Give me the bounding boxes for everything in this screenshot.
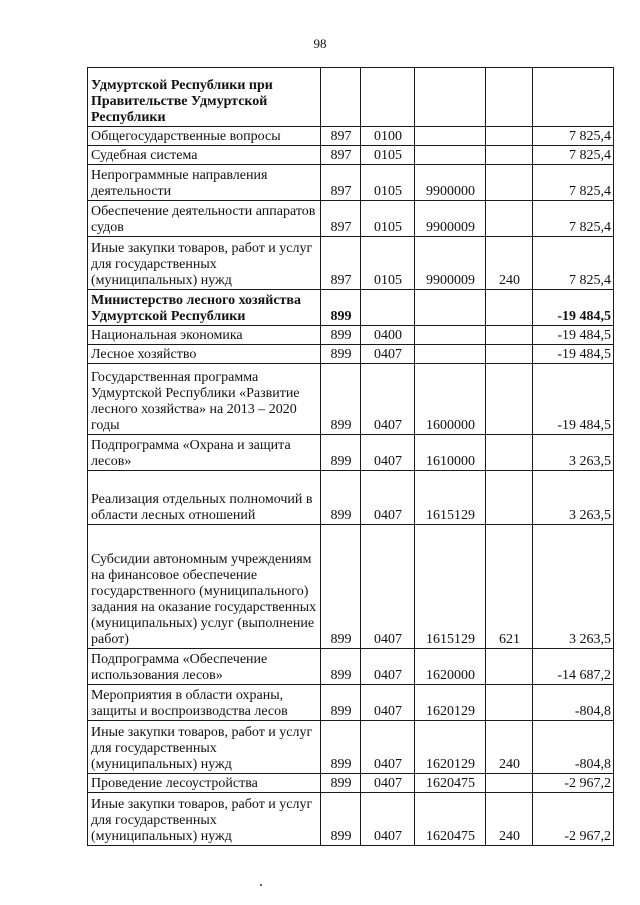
table-row [88, 471, 614, 525]
row-sum: 3 263,5 [533, 525, 614, 649]
table-row [88, 237, 614, 290]
row-name: Иные закупки товаров, работ и услуг для государственных (муниципальных) нужд [88, 237, 321, 290]
row-expense-type [486, 685, 533, 721]
row-name: Обеспечение деятельности аппаратов судов [88, 201, 321, 237]
row-sum: 7 825,4 [533, 201, 614, 237]
scan-speck [260, 884, 262, 886]
table-row [88, 685, 614, 721]
table-row [88, 201, 614, 237]
row-sum: -19 484,5 [533, 290, 614, 326]
row-ministry-code: 899 [321, 364, 361, 435]
row-name: Мероприятия в области охраны, защиты и воспроизводства лесов [88, 685, 321, 721]
row-name: Государственная программа Удмуртской Республики «Развитие лесного хозяйства» на 2013 – 2020 годы [88, 364, 321, 435]
row-sum: -19 484,5 [533, 326, 614, 345]
row-expense-type: 240 [486, 237, 533, 290]
row-sum: -804,8 [533, 685, 614, 721]
row-section-code: 0400 [361, 326, 415, 345]
row-section-code: 0100 [361, 127, 415, 146]
row-target-code: 1620475 [415, 793, 486, 846]
row-ministry-code: 899 [321, 471, 361, 525]
row-target-code [415, 345, 486, 364]
row-expense-type: 621 [486, 525, 533, 649]
table-row [88, 127, 614, 146]
row-section-code: 0407 [361, 649, 415, 685]
row-sum: 7 825,4 [533, 127, 614, 146]
row-ministry-code: 899 [321, 721, 361, 774]
row-target-code [415, 326, 486, 345]
row-ministry-code: 899 [321, 685, 361, 721]
row-section-code: 0105 [361, 237, 415, 290]
budget-table-body [88, 68, 614, 846]
row-sum: -19 484,5 [533, 345, 614, 364]
row-expense-type [486, 364, 533, 435]
row-ministry-code: 897 [321, 127, 361, 146]
row-ministry-code: 897 [321, 146, 361, 165]
row-ministry-code [321, 68, 361, 127]
row-ministry-code: 899 [321, 525, 361, 649]
row-target-code [415, 68, 486, 127]
table-row [88, 435, 614, 471]
row-expense-type [486, 146, 533, 165]
row-sum: 3 263,5 [533, 471, 614, 525]
row-target-code: 1600000 [415, 364, 486, 435]
table-row [88, 649, 614, 685]
row-ministry-code: 899 [321, 774, 361, 793]
row-name: Иные закупки товаров, работ и услуг для государственных (муниципальных) нужд [88, 793, 321, 846]
page-number: 98 [313, 36, 327, 51]
row-target-code: 1615129 [415, 525, 486, 649]
row-expense-type [486, 201, 533, 237]
row-expense-type [486, 774, 533, 793]
row-expense-type [486, 435, 533, 471]
table-row [88, 345, 614, 364]
table-row [88, 774, 614, 793]
row-section-code: 0105 [361, 146, 415, 165]
row-name: Подпрограмма «Обеспечение использования лесов» [88, 649, 321, 685]
row-name: Судебная система [88, 146, 321, 165]
row-target-code [415, 290, 486, 326]
row-name: Субсидии автономным учреждениям на финансовое обеспечение государственного (муниципального) задания на оказание государственных (муниципальных) услуг (выполнение работ) [88, 525, 321, 649]
row-sum: -14 687,2 [533, 649, 614, 685]
row-section-code: 0407 [361, 435, 415, 471]
row-ministry-code: 899 [321, 793, 361, 846]
row-name: Непрограммные направления деятельности [88, 165, 321, 201]
row-target-code: 1620475 [415, 774, 486, 793]
row-ministry-code: 899 [321, 649, 361, 685]
row-ministry-code: 899 [321, 326, 361, 345]
row-target-code: 9900000 [415, 165, 486, 201]
row-sum: 7 825,4 [533, 146, 614, 165]
row-section-code: 0407 [361, 685, 415, 721]
row-expense-type [486, 127, 533, 146]
row-name: Удмуртской Республики при Правительстве Удмуртской Республики [88, 68, 321, 127]
row-expense-type: 240 [486, 721, 533, 774]
row-name: Лесное хозяйство [88, 345, 321, 364]
table-row [88, 721, 614, 774]
row-expense-type [486, 68, 533, 127]
row-expense-type: 240 [486, 793, 533, 846]
row-ministry-code: 899 [321, 435, 361, 471]
row-name: Министерство лесного хозяйства Удмуртской Республики [88, 290, 321, 326]
row-target-code [415, 127, 486, 146]
row-section-code: 0407 [361, 774, 415, 793]
row-section-code [361, 68, 415, 127]
row-name: Проведение лесоустройства [88, 774, 321, 793]
row-section-code: 0407 [361, 364, 415, 435]
row-section-code: 0105 [361, 165, 415, 201]
row-sum: -19 484,5 [533, 364, 614, 435]
row-section-code: 0407 [361, 471, 415, 525]
row-ministry-code: 897 [321, 201, 361, 237]
budget-table [87, 67, 614, 846]
row-sum: -804,8 [533, 721, 614, 774]
table-row [88, 165, 614, 201]
row-name: Общегосударственные вопросы [88, 127, 321, 146]
row-ministry-code: 897 [321, 165, 361, 201]
row-target-code: 1620000 [415, 649, 486, 685]
table-row [88, 68, 614, 127]
table-row [88, 326, 614, 345]
row-ministry-code: 899 [321, 290, 361, 326]
row-expense-type [486, 649, 533, 685]
row-name: Подпрограмма «Охрана и защита лесов» [88, 435, 321, 471]
row-ministry-code: 897 [321, 237, 361, 290]
row-name: Реализация отдельных полномочий в области лесных отношений [88, 471, 321, 525]
row-section-code: 0407 [361, 345, 415, 364]
row-target-code: 9900009 [415, 237, 486, 290]
row-target-code: 1610000 [415, 435, 486, 471]
table-row [88, 290, 614, 326]
row-name: Иные закупки товаров, работ и услуг для государственных (муниципальных) нужд [88, 721, 321, 774]
row-target-code: 1615129 [415, 471, 486, 525]
table-row [88, 146, 614, 165]
row-sum: -2 967,2 [533, 774, 614, 793]
row-sum: 3 263,5 [533, 435, 614, 471]
table-row [88, 793, 614, 846]
row-target-code: 1620129 [415, 685, 486, 721]
row-ministry-code: 899 [321, 345, 361, 364]
row-expense-type [486, 165, 533, 201]
row-expense-type [486, 326, 533, 345]
row-target-code: 9900009 [415, 201, 486, 237]
row-sum: 7 825,4 [533, 237, 614, 290]
row-sum: -2 967,2 [533, 793, 614, 846]
table-row [88, 364, 614, 435]
row-sum [533, 68, 614, 127]
row-target-code: 1620129 [415, 721, 486, 774]
row-section-code: 0407 [361, 525, 415, 649]
row-target-code [415, 146, 486, 165]
row-expense-type [486, 290, 533, 326]
row-section-code: 0105 [361, 201, 415, 237]
row-section-code: 0407 [361, 721, 415, 774]
row-expense-type [486, 345, 533, 364]
row-sum: 7 825,4 [533, 165, 614, 201]
row-section-code [361, 290, 415, 326]
row-name: Национальная экономика [88, 326, 321, 345]
table-row [88, 525, 614, 649]
row-section-code: 0407 [361, 793, 415, 846]
row-expense-type [486, 471, 533, 525]
